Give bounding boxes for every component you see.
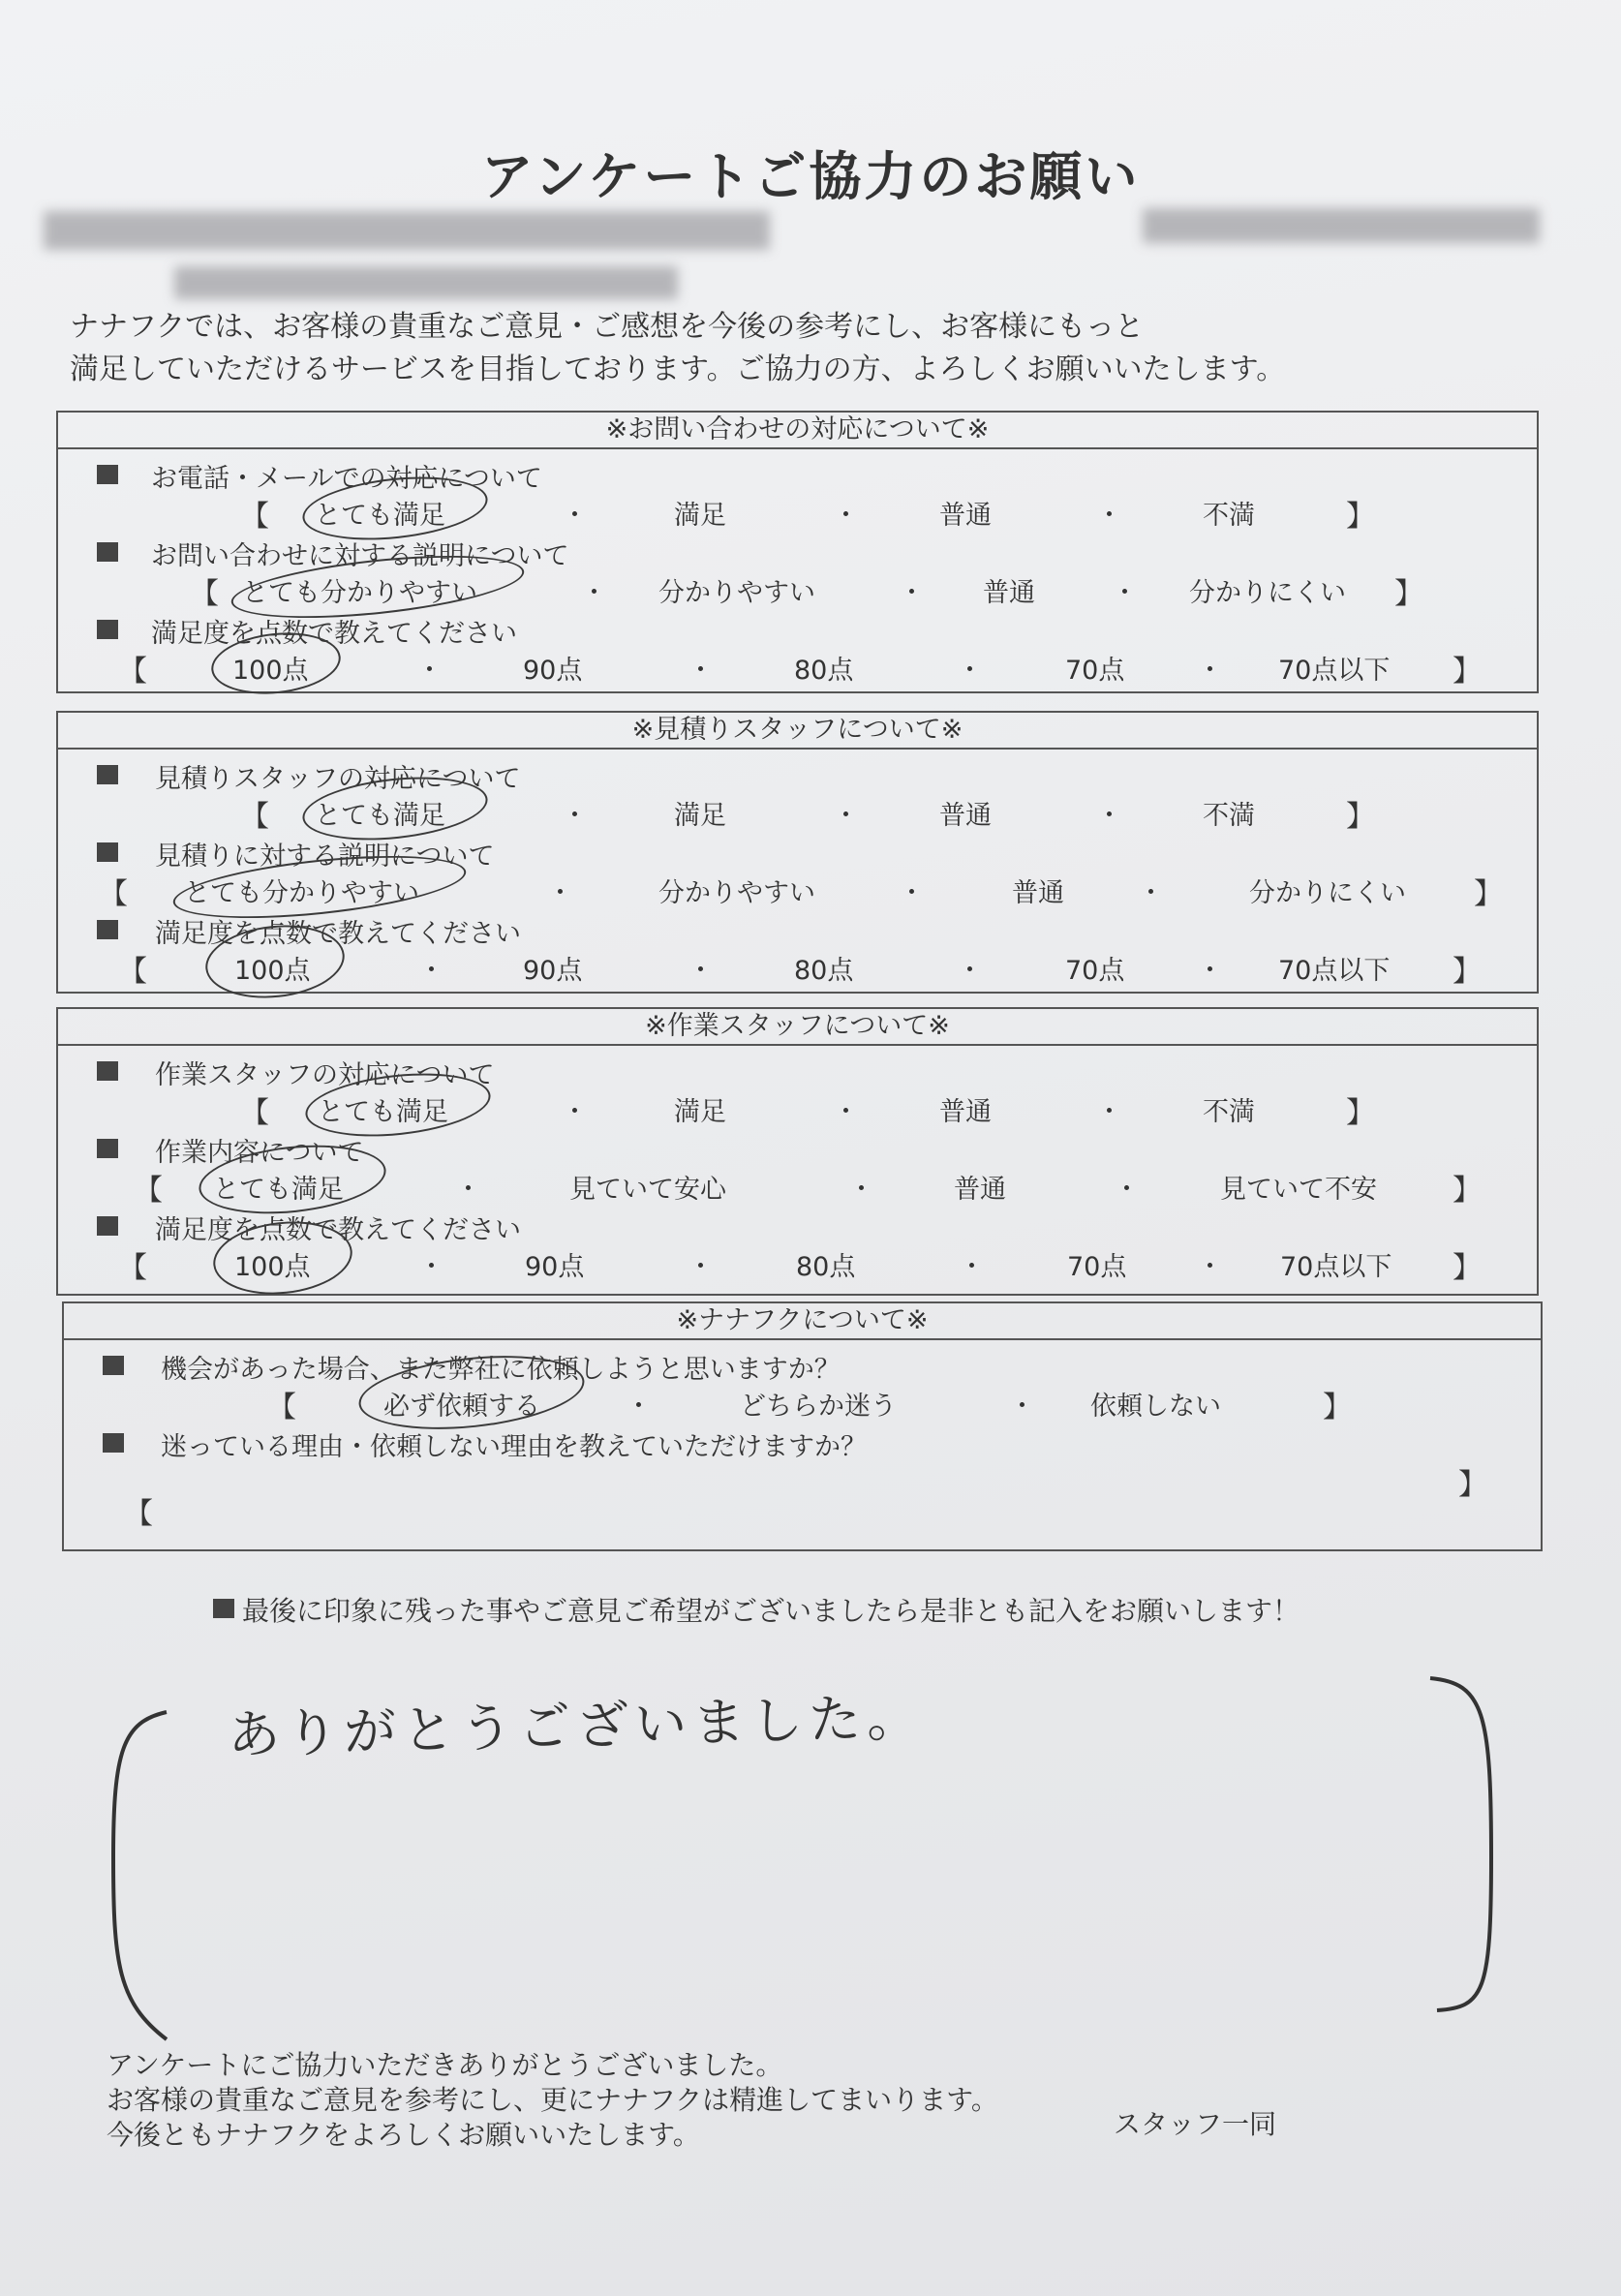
option-label[interactable]: 70点 [1065, 956, 1125, 986]
option-label[interactable]: 見ていて不安 [1220, 1175, 1377, 1205]
square-bullet-icon [97, 1216, 118, 1236]
answer-row [58, 947, 1537, 989]
bracket-close: 】 [1394, 577, 1423, 611]
option-label[interactable]: 70点以下 [1278, 656, 1391, 686]
option-label[interactable]: 90点 [523, 956, 583, 986]
question-label: 機会があった場合、また弊社に依頼しようと思いますか？ [161, 1355, 841, 1385]
option-separator: ・ [455, 1175, 481, 1205]
option-label[interactable]: とても分かりやすい [184, 878, 419, 908]
option-separator: ・ [833, 1097, 859, 1127]
section-nanafuku [62, 1301, 1543, 1551]
option-label[interactable]: 100点 [232, 656, 309, 686]
option-separator: ・ [833, 801, 859, 831]
option-label[interactable]: 不満 [1203, 1097, 1255, 1127]
option-label[interactable]: 70点以下 [1280, 1252, 1392, 1282]
comment-box-left-bracket [113, 1712, 167, 2039]
question-label: 満足度を点数で教えてください [151, 619, 517, 649]
option-separator: ・ [1096, 801, 1122, 831]
bracket-close: 】 [1453, 655, 1482, 689]
square-bullet-icon [97, 765, 118, 784]
comment-question [221, 1590, 1300, 1629]
section-header: ※お問い合わせの対応について※ [58, 413, 1537, 449]
bracket-open: 【 [118, 655, 147, 689]
question-label: 迷っている理由・依頼しない理由を教えていただけますか？ [161, 1432, 867, 1462]
option-label[interactable]: 普通 [939, 801, 992, 831]
option-label[interactable]: 満足 [674, 501, 726, 531]
intro-text [70, 306, 1285, 391]
option-label[interactable]: どちらか迷う [740, 1392, 897, 1422]
option-label[interactable]: とても満足 [213, 1175, 344, 1205]
option-label[interactable]: 90点 [525, 1252, 585, 1282]
section-header: ※作業スタッフについて※ [58, 1009, 1537, 1046]
comment-question-text: 最後に印象に残った事やご意見ご希望がございましたら是非とも記入をお願いします！ [242, 1595, 1300, 1627]
reason-answer-row[interactable] [64, 1460, 1541, 1531]
option-separator: ・ [1096, 1097, 1122, 1127]
question-label: お問い合わせに対する説明について [151, 541, 569, 571]
closing-line-1: アンケートにご協力いただきありがとうございました。 [107, 2049, 783, 2081]
option-separator: ・ [1009, 1392, 1035, 1422]
answer-row [58, 569, 1537, 611]
bracket-open: 【 [240, 1096, 269, 1130]
square-bullet-icon [97, 542, 118, 562]
option-label[interactable]: 70点 [1067, 1252, 1127, 1282]
bracket-close: 】 [1346, 500, 1375, 534]
option-label[interactable]: 普通 [1012, 878, 1064, 908]
option-separator: ・ [562, 801, 588, 831]
question-row [64, 1422, 1541, 1460]
bracket-close: 】 [1474, 877, 1503, 911]
bracket-close: 】 [1458, 1468, 1487, 1502]
option-separator: ・ [418, 1252, 444, 1282]
option-label[interactable]: 80点 [794, 956, 854, 986]
option-label[interactable]: 普通 [939, 501, 992, 531]
section-work-staff [56, 1007, 1539, 1296]
option-separator: ・ [957, 656, 983, 686]
option-separator: ・ [418, 956, 444, 986]
option-label[interactable]: 90点 [523, 656, 583, 686]
option-separator: ・ [562, 501, 588, 531]
bracket-open: 【 [134, 1174, 163, 1208]
signature: スタッフ一同 [1114, 2108, 1277, 2140]
section-inquiry [56, 411, 1539, 693]
section-header: ※ナナフクについて※ [64, 1303, 1541, 1340]
option-separator: ・ [899, 578, 925, 608]
question-label: 作業スタッフの対応について [155, 1060, 495, 1090]
option-separator: ・ [416, 656, 443, 686]
option-separator: ・ [1114, 1175, 1140, 1205]
question-label: お電話・メールでの対応について [151, 464, 542, 494]
comment-box-right-bracket [1430, 1678, 1491, 2010]
section-header: ※見積りスタッフについて※ [58, 713, 1537, 750]
option-separator: ・ [547, 878, 573, 908]
bracket-open: 【 [267, 1391, 296, 1424]
bracket-open: 【 [118, 955, 147, 989]
option-label[interactable]: 必ず依頼する [383, 1392, 540, 1422]
option-label[interactable]: 70点 [1065, 656, 1125, 686]
section-estimate-staff [56, 711, 1539, 994]
option-label[interactable]: 普通 [954, 1175, 1006, 1205]
option-label[interactable]: 100点 [234, 1252, 311, 1282]
option-label[interactable]: 依頼しない [1090, 1392, 1221, 1422]
redacted-info [44, 211, 770, 250]
option-separator: ・ [1138, 878, 1164, 908]
answer-row [58, 1088, 1537, 1130]
bracket-open: 【 [99, 877, 128, 911]
option-label[interactable]: 分かりにくい [1249, 878, 1406, 908]
bracket-open: 【 [124, 1497, 153, 1531]
square-bullet-icon [97, 842, 118, 862]
option-label[interactable]: 分かりにくい [1189, 578, 1346, 608]
bracket-open: 【 [240, 800, 269, 834]
square-bullet-icon [97, 465, 118, 484]
option-label[interactable]: 100点 [234, 956, 311, 986]
question-label: 作業内容について [155, 1138, 364, 1168]
question-label: 満足度を点数で教えてください [155, 919, 521, 949]
option-label[interactable]: とても満足 [318, 1097, 448, 1127]
option-label[interactable]: 見ていて安心 [569, 1175, 726, 1205]
square-bullet-icon [97, 620, 118, 639]
option-separator: ・ [899, 878, 925, 908]
bracket-close: 】 [1323, 1391, 1352, 1424]
option-separator: ・ [688, 956, 714, 986]
option-label[interactable]: 70点以下 [1278, 956, 1391, 986]
answer-row [58, 792, 1537, 834]
bracket-open: 【 [118, 1251, 147, 1285]
square-bullet-icon [213, 1599, 234, 1618]
option-separator: ・ [959, 1252, 985, 1282]
intro-line-2: 満足していただけるサービスを目指しております。ご協力の方、よろしくお願いいたします。 [70, 352, 1286, 386]
bracket-close: 】 [1453, 955, 1482, 989]
bracket-close: 】 [1453, 1251, 1482, 1285]
bracket-close: 】 [1346, 1096, 1375, 1130]
square-bullet-icon [103, 1356, 124, 1375]
option-label[interactable]: 分かりやすい [658, 878, 815, 908]
option-label[interactable]: とても満足 [315, 501, 445, 531]
option-separator: ・ [688, 1252, 714, 1282]
handwritten-comment: ありがとうございました。 [227, 1686, 926, 1766]
option-separator: ・ [957, 956, 983, 986]
option-label[interactable]: 満足 [674, 1097, 726, 1127]
question-row [58, 531, 1537, 569]
option-separator: ・ [1112, 578, 1138, 608]
answer-row [58, 492, 1537, 534]
bracket-close: 】 [1453, 1174, 1482, 1208]
question-row [58, 453, 1537, 492]
bracket-open: 【 [190, 577, 219, 611]
option-separator: ・ [1197, 1252, 1223, 1282]
redacted-info [174, 266, 678, 299]
answer-row [58, 1243, 1537, 1285]
answer-row [58, 870, 1537, 911]
option-separator: ・ [688, 656, 714, 686]
square-bullet-icon [103, 1433, 124, 1453]
question-row [58, 1050, 1537, 1088]
bracket-close: 】 [1346, 800, 1375, 834]
square-bullet-icon [97, 920, 118, 939]
question-label: 見積りスタッフの対応について [155, 764, 521, 794]
closing-message [107, 2048, 998, 2153]
question-label: 満足度を点数で教えてください [155, 1215, 521, 1245]
closing-line-3: 今後ともナナフクをよろしくお願いいたします。 [107, 2119, 700, 2151]
square-bullet-icon [97, 1139, 118, 1158]
option-separator: ・ [833, 501, 859, 531]
option-label[interactable]: 分かりやすい [658, 578, 815, 608]
square-bullet-icon [97, 1061, 118, 1081]
option-label[interactable]: 不満 [1203, 501, 1255, 531]
option-separator: ・ [562, 1097, 588, 1127]
option-separator: ・ [1096, 501, 1122, 531]
option-separator: ・ [581, 578, 607, 608]
bracket-open: 【 [240, 500, 269, 534]
option-label[interactable]: 不満 [1203, 801, 1255, 831]
option-label[interactable]: とても満足 [315, 801, 445, 831]
option-label[interactable]: 満足 [674, 801, 726, 831]
answer-row [58, 1166, 1537, 1208]
page-title: アンケートご協力のお願い [480, 146, 1141, 207]
option-label[interactable]: 普通 [939, 1097, 992, 1127]
option-separator: ・ [626, 1392, 652, 1422]
option-label[interactable]: 80点 [794, 656, 854, 686]
option-separator: ・ [848, 1175, 874, 1205]
option-label[interactable]: とても分かりやすい [242, 578, 477, 608]
answer-row [58, 647, 1537, 689]
intro-line-1: ナナフクでは、お客様の貴重なご意見・ご感想を今後の参考にし、お客様にもっと [70, 310, 1145, 344]
option-separator: ・ [1197, 956, 1223, 986]
question-row [64, 1344, 1541, 1383]
closing-line-2: お客様の貴重なご意見を参考にし、更にナナフクは精進してまいります。 [107, 2084, 998, 2116]
option-separator: ・ [1197, 656, 1223, 686]
redacted-info [1143, 208, 1540, 243]
question-label: 見積りに対する説明について [155, 842, 495, 872]
option-label[interactable]: 80点 [796, 1252, 856, 1282]
question-row [58, 753, 1537, 792]
option-label[interactable]: 普通 [983, 578, 1035, 608]
answer-row [64, 1383, 1541, 1422]
